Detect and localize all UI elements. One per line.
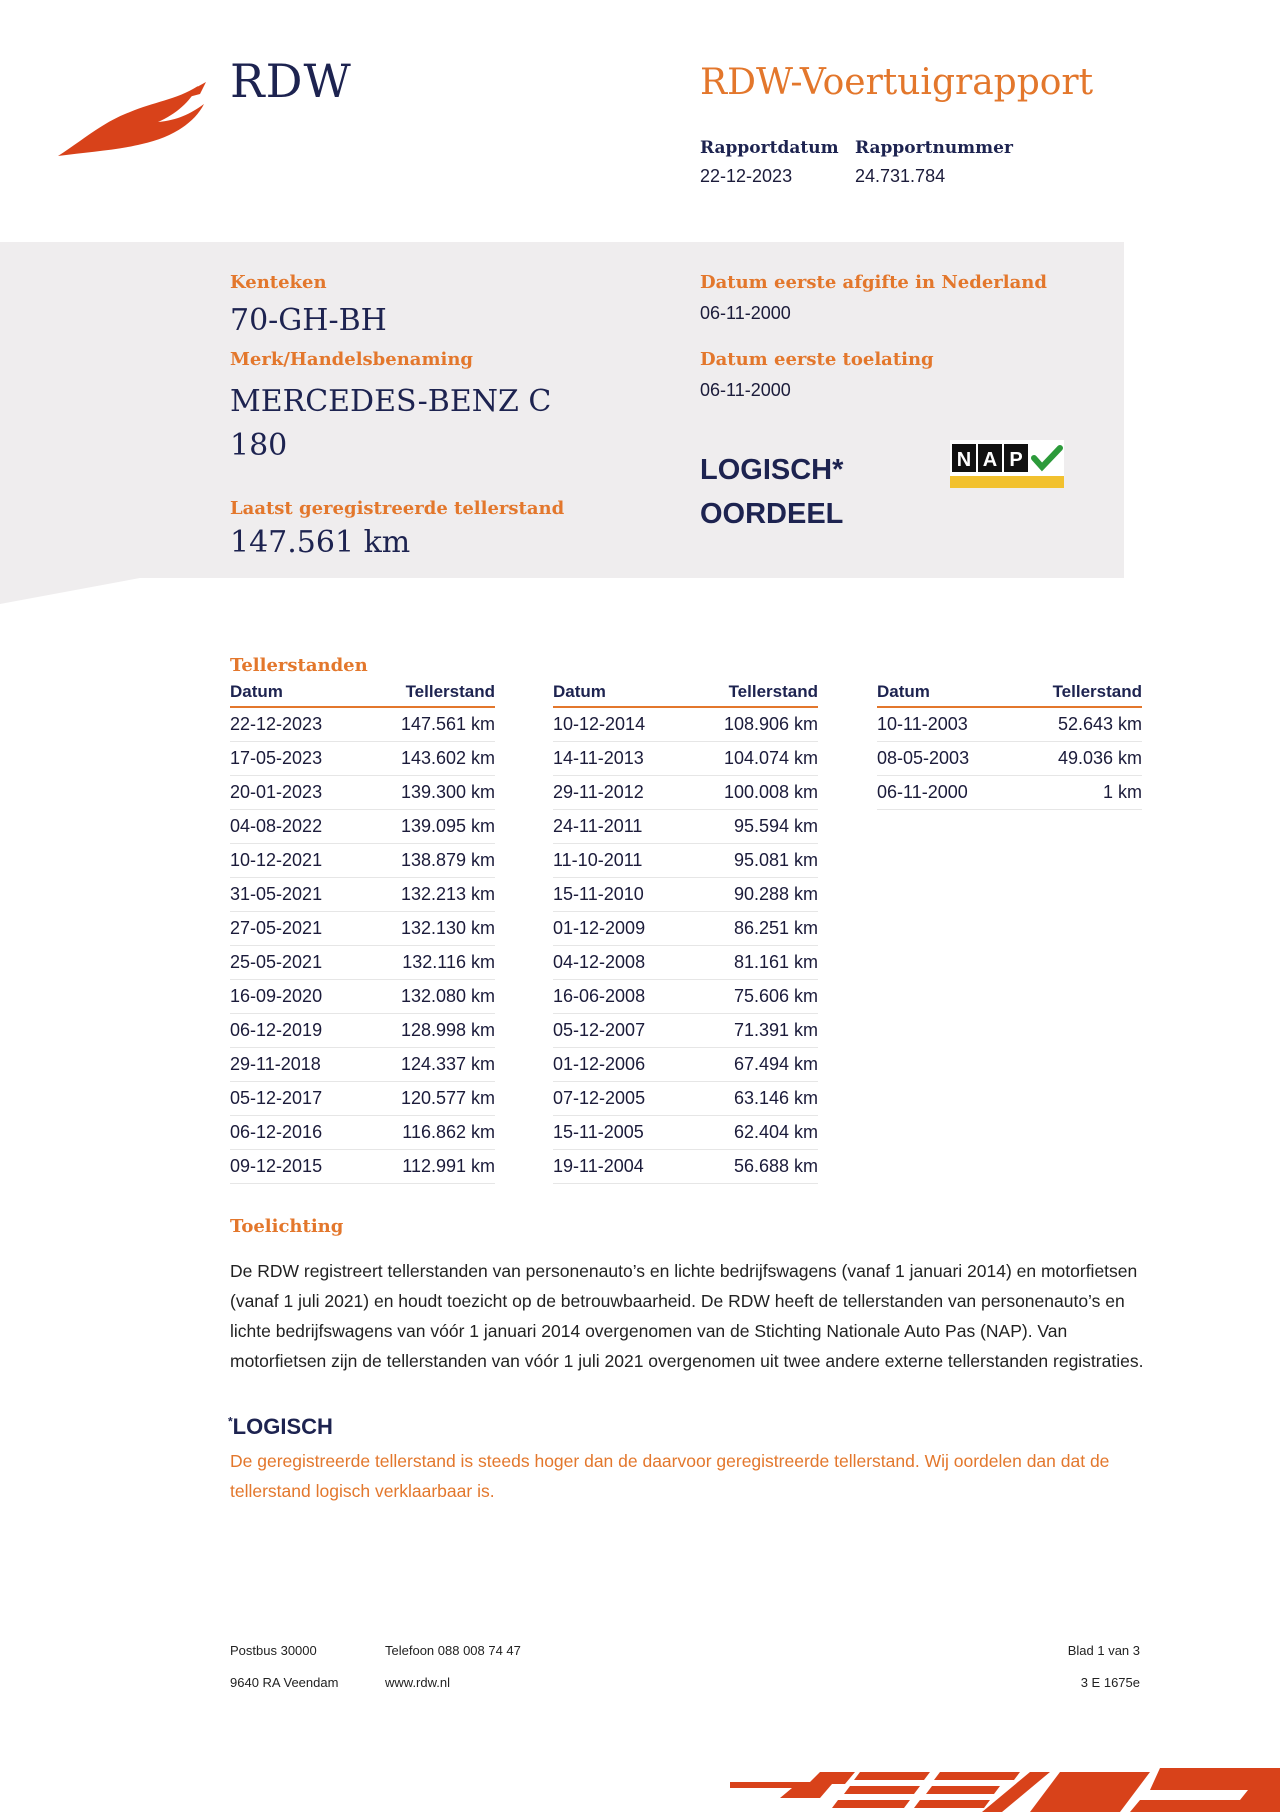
reading-value: 56.688 km xyxy=(733,1156,818,1176)
reading-date: 07-12-2005 xyxy=(553,1088,646,1108)
reading-date: 19-11-2004 xyxy=(553,1156,644,1176)
table-row xyxy=(553,1082,818,1116)
reading-date: 24-11-2011 xyxy=(553,816,643,836)
report-number-block xyxy=(855,138,1013,187)
table-row xyxy=(553,708,818,742)
verdict-line2: OORDEEL xyxy=(700,498,844,530)
reading-date: 11-10-2011 xyxy=(553,850,643,870)
footer-postbus: Postbus 30000 xyxy=(230,1643,317,1658)
table-row xyxy=(230,1082,495,1116)
reading-date: 31-05-2021 xyxy=(230,884,323,904)
rdw-stripes-icon xyxy=(720,1742,1280,1812)
plate-value: 70-GH-BH xyxy=(230,303,387,338)
table-row xyxy=(230,810,495,844)
reading-date: 16-09-2020 xyxy=(230,986,323,1006)
reading-date: 06-12-2019 xyxy=(230,1020,323,1040)
table-row xyxy=(553,1116,818,1150)
readings-rows xyxy=(877,708,1142,810)
reading-date: 05-12-2017 xyxy=(230,1088,323,1108)
table-row xyxy=(230,776,495,810)
make-label: Merk/Handelsbenaming xyxy=(230,349,474,370)
table-row xyxy=(553,1150,818,1184)
table-row xyxy=(553,912,818,946)
table-row xyxy=(553,810,818,844)
table-row xyxy=(230,1116,495,1150)
report-number-label: Rapportnummer xyxy=(855,138,1013,158)
readings-column-1 xyxy=(230,682,495,1184)
nap-logo-icon xyxy=(950,440,1064,488)
table-row xyxy=(553,844,818,878)
readings-column-2 xyxy=(553,682,818,1184)
reading-date: 10-11-2003 xyxy=(877,714,968,734)
reading-value: 132.116 km xyxy=(402,952,495,972)
table-row xyxy=(877,742,1142,776)
reading-value: 67.494 km xyxy=(733,1054,818,1074)
reading-value: 100.008 km xyxy=(723,782,818,802)
reading-date: 20-01-2023 xyxy=(230,782,323,802)
reading-value: 90.288 km xyxy=(733,884,818,904)
footer-phone: Telefoon 088 008 74 47 xyxy=(385,1643,521,1658)
reading-date: 29-11-2012 xyxy=(553,782,644,802)
table-row xyxy=(553,742,818,776)
header-value: Tellerstand xyxy=(1052,682,1142,701)
verdict-line1: LOGISCH* xyxy=(700,454,844,486)
header-value: Tellerstand xyxy=(728,682,818,701)
footer-website[interactable]: www.rdw.nl xyxy=(385,1675,451,1690)
reading-value: 104.074 km xyxy=(723,748,818,768)
reading-date: 09-12-2015 xyxy=(230,1156,323,1176)
reading-date: 17-05-2023 xyxy=(230,748,323,768)
make-value-line2: 180 xyxy=(230,428,288,463)
readings-rows xyxy=(553,708,818,1184)
table-row xyxy=(230,708,495,742)
panel-tail xyxy=(0,578,140,604)
reading-date: 15-11-2010 xyxy=(553,884,644,904)
table-row xyxy=(230,1048,495,1082)
table-row xyxy=(877,776,1142,810)
reading-date: 29-11-2018 xyxy=(230,1054,321,1074)
table-row xyxy=(230,1150,495,1184)
reading-value: 116.862 km xyxy=(402,1122,495,1142)
rdw-logo-icon xyxy=(58,80,208,158)
reading-value: 52.643 km xyxy=(1057,714,1142,734)
reading-date: 01-12-2009 xyxy=(553,918,646,938)
reading-value: 62.404 km xyxy=(733,1122,818,1142)
logisch-text: De geregistreerde tellerstand is steeds hoger dan de daarvoor geregistreerde tellerstand. Wij oordelen dan dat de tellerstand logisch verklaarbaar is. xyxy=(230,1451,1110,1501)
verdict xyxy=(700,448,843,536)
reading-value: 132.213 km xyxy=(400,884,495,904)
table-row xyxy=(553,1048,818,1082)
report-date-label: Rapportdatum xyxy=(700,138,839,158)
reading-value: 1 km xyxy=(1102,782,1142,802)
reading-value: 124.337 km xyxy=(400,1054,495,1074)
make-value-line1: MERCEDES-BENZ C xyxy=(230,384,552,419)
reading-value: 139.300 km xyxy=(400,782,495,802)
table-row xyxy=(230,980,495,1014)
reading-date: 22-12-2023 xyxy=(230,714,323,734)
reading-value: 138.879 km xyxy=(400,850,495,870)
footer-code: 3 E 1675e xyxy=(1080,1675,1140,1690)
explanation-text: De RDW registreert tellerstanden van personenauto’s en lichte bedrijfswagens (vanaf 1 januari 2014) en motorfietsen (vanaf 1 juli 2021) en houdt toezicht op de betrouwbaarheid. De RDW heeft de tellerstanden van personenauto’s en lichte bedrijfswagens van vóór 1 januari 2014 overgenomen van de Stichting Nationale Auto Pas (NAP). Van motorfietsen zijn de tellerstanden van vóór 1 juli 2021 overgenomen uit twee andere externe tellerstanden registraties. xyxy=(230,1261,1144,1371)
header-date: Datum xyxy=(877,682,930,701)
table-row xyxy=(877,708,1142,742)
table-row xyxy=(230,912,495,946)
reading-value: 147.561 km xyxy=(400,714,495,734)
reading-date: 25-05-2021 xyxy=(230,952,323,972)
reading-value: 75.606 km xyxy=(733,986,818,1006)
table-row xyxy=(553,980,818,1014)
reading-date: 08-05-2003 xyxy=(877,748,970,768)
table-row xyxy=(230,1014,495,1048)
reading-value: 132.130 km xyxy=(400,918,495,938)
reading-date: 27-05-2021 xyxy=(230,918,323,938)
table-row xyxy=(553,776,818,810)
reading-date: 04-08-2022 xyxy=(230,816,323,836)
readings-header xyxy=(877,682,1142,708)
footer-city: 9640 RA Veendam xyxy=(230,1675,339,1690)
reading-date: 16-06-2008 xyxy=(553,986,646,1006)
plate-label: Kenteken xyxy=(230,272,327,293)
reading-value: 128.998 km xyxy=(400,1020,495,1040)
reading-value: 112.991 km xyxy=(402,1156,495,1176)
readings-header xyxy=(553,682,818,708)
readings-rows xyxy=(230,708,495,1184)
report-number-value: 24.731.784 xyxy=(855,166,946,186)
explanation-title: Toelichting xyxy=(230,1216,344,1237)
header-date: Datum xyxy=(230,682,283,701)
first-admission-value: 06-11-2000 xyxy=(700,380,791,400)
logisch-star: * xyxy=(228,1414,233,1429)
nap-letter-n: N xyxy=(956,449,972,471)
report-date-value: 22-12-2023 xyxy=(700,166,793,186)
footer-page: Blad 1 van 3 xyxy=(1067,1643,1140,1658)
table-row xyxy=(553,1014,818,1048)
reading-value: 143.602 km xyxy=(400,748,495,768)
reading-date: 10-12-2014 xyxy=(553,714,646,734)
reading-date: 15-11-2005 xyxy=(553,1122,644,1142)
logisch-title-text: LOGISCH xyxy=(232,1414,333,1439)
nap-letter-a: A xyxy=(982,449,998,471)
reading-date: 06-12-2016 xyxy=(230,1122,323,1142)
reading-value: 86.251 km xyxy=(733,918,818,938)
readings-column-3 xyxy=(877,682,1142,810)
reading-date: 04-12-2008 xyxy=(553,952,646,972)
reading-value: 108.906 km xyxy=(723,714,818,734)
reading-value: 49.036 km xyxy=(1057,748,1142,768)
reading-date: 06-11-2000 xyxy=(877,782,968,802)
reading-value: 81.161 km xyxy=(733,952,818,972)
reading-value: 95.081 km xyxy=(733,850,818,870)
table-row xyxy=(553,878,818,912)
reading-value: 63.146 km xyxy=(733,1088,818,1108)
odometer-label: Laatst geregistreerde tellerstand xyxy=(230,498,565,519)
reading-value: 139.095 km xyxy=(400,816,495,836)
readings-header xyxy=(230,682,495,708)
reading-date: 14-11-2013 xyxy=(553,748,644,768)
reading-value: 132.080 km xyxy=(400,986,495,1006)
header-value: Tellerstand xyxy=(405,682,495,701)
logisch-title xyxy=(228,1414,333,1440)
table-row xyxy=(230,946,495,980)
report-date-block xyxy=(700,138,839,187)
reading-value: 95.594 km xyxy=(733,816,818,836)
reading-date: 10-12-2021 xyxy=(230,850,323,870)
table-row xyxy=(230,742,495,776)
table-row xyxy=(230,844,495,878)
table-row xyxy=(553,946,818,980)
first-issue-nl-label: Datum eerste afgifte in Nederland xyxy=(700,272,1047,293)
first-admission-label: Datum eerste toelating xyxy=(700,349,934,370)
table-row xyxy=(230,878,495,912)
logo-text: RDW xyxy=(230,54,352,108)
reading-date: 01-12-2006 xyxy=(553,1054,646,1074)
reading-value: 120.577 km xyxy=(400,1088,495,1108)
readings-title: Tellerstanden xyxy=(230,655,368,676)
report-title: RDW-Voertuigrapport xyxy=(700,62,1094,103)
nap-letter-p: P xyxy=(1009,449,1023,471)
reading-date: 05-12-2007 xyxy=(553,1020,646,1040)
reading-value: 71.391 km xyxy=(733,1020,818,1040)
first-issue-nl-value: 06-11-2000 xyxy=(700,303,791,323)
header-date: Datum xyxy=(553,682,606,701)
odometer-value: 147.561 km xyxy=(230,525,411,560)
